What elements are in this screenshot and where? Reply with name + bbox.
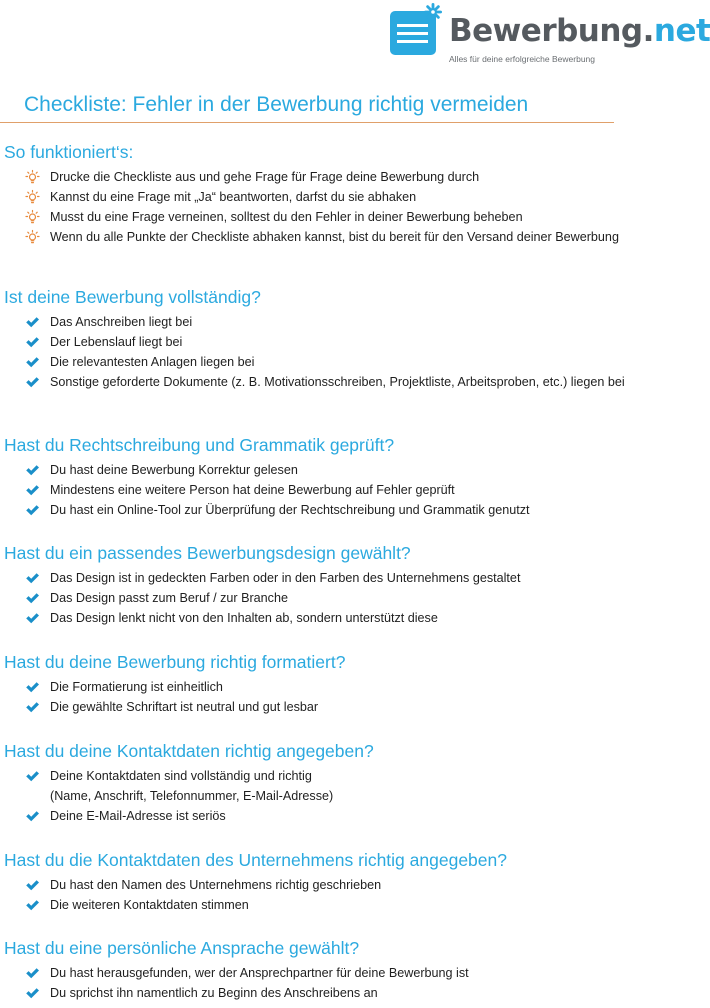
checkmark-icon	[25, 591, 40, 605]
section-heading: Hast du die Kontaktdaten des Unternehmens richtig angegeben?	[4, 850, 507, 870]
section-heading: Hast du ein passendes Bewerbungsdesign gewählt?	[4, 543, 411, 563]
checklist-item	[0, 352, 697, 372]
checkmark-icon	[25, 503, 40, 517]
checklist-item-text: Die gewählte Schriftart ist neutral und gut lesbar	[50, 700, 319, 714]
checkmark-icon	[25, 878, 40, 892]
checklist-items	[0, 766, 697, 826]
checklist-item	[0, 460, 697, 480]
checklist-section	[0, 651, 697, 717]
checklist-item	[0, 167, 697, 187]
checklist-item-text: Das Anschreiben liegt bei	[50, 315, 193, 329]
checklist-item	[0, 983, 697, 1003]
checklist-item	[0, 677, 697, 697]
checkmark-icon	[25, 463, 40, 477]
checklist-item	[0, 697, 697, 717]
checklist-item-text: Musst du eine Frage verneinen, solltest du den Fehler in deiner Bewerbung beheben	[50, 210, 523, 224]
lightbulb-icon	[25, 170, 40, 184]
checkmark-icon	[25, 571, 40, 585]
checklist-items	[0, 460, 697, 520]
checkmark-icon	[25, 680, 40, 694]
checklist-item	[0, 895, 697, 915]
checklist-item	[0, 875, 697, 895]
checklist-item	[0, 227, 697, 247]
checkmark-icon	[25, 611, 40, 625]
checklist-item-text: Drucke die Checkliste aus und gehe Frage für Frage deine Bewerbung durch	[50, 170, 480, 184]
checklist-section	[0, 434, 697, 520]
checklist-item-text: Das Design ist in gedeckten Farben oder in den Farben des Unternehmens gestaltet	[50, 571, 521, 585]
checklist-item	[0, 332, 697, 352]
checkmark-icon	[25, 809, 40, 823]
checklist-item	[0, 608, 697, 628]
checklist-item-text: Der Lebenslauf liegt bei	[50, 335, 183, 349]
checklist-item	[0, 806, 697, 826]
checklist-section	[0, 141, 697, 247]
checklist-items	[0, 568, 697, 628]
checklist-item	[0, 207, 697, 227]
checklist-item-text: Die Formatierung ist einheitlich	[50, 680, 223, 694]
checkmark-icon	[25, 966, 40, 980]
section-heading: Hast du eine persönliche Ansprache gewählt?	[4, 938, 360, 958]
checkmark-icon	[25, 769, 40, 783]
section-heading: So funktioniert‘s:	[4, 142, 134, 162]
checkmark-icon	[25, 315, 40, 329]
checkmark-icon	[25, 700, 40, 714]
page-title: Checkliste: Fehler in der Bewerbung richtig vermeiden	[24, 93, 529, 116]
checklist-item	[0, 480, 697, 500]
checklist-section	[0, 740, 697, 826]
checklist-items	[0, 875, 697, 915]
checklist-item	[0, 963, 697, 983]
section-heading: Hast du deine Bewerbung richtig formatiert?	[4, 652, 346, 672]
checklist-item-text: Deine E-Mail-Adresse ist seriös	[50, 809, 226, 823]
checkmark-icon	[25, 355, 40, 369]
document-logo-icon	[389, 2, 443, 56]
checklist-item-text: Wenn du alle Punkte der Checkliste abhaken kannst, bist du bereit für den Versand deiner Bewerbung	[50, 230, 619, 244]
section-heading: Ist deine Bewerbung vollständig?	[4, 287, 261, 307]
checklist-item-text: Das Design passt zum Beruf / zur Branche	[50, 591, 288, 605]
checklist-item	[0, 568, 697, 588]
checklist-item	[0, 372, 697, 392]
checkmark-icon	[25, 335, 40, 349]
lightbulb-icon	[25, 210, 40, 224]
checklist-item-text: Du hast ein Online-Tool zur Überprüfung der Rechtschreibung und Grammatik genutzt	[50, 503, 530, 517]
checklist-item	[0, 187, 697, 207]
checklist-items	[0, 167, 697, 247]
section-heading: Hast du Rechtschreibung und Grammatik geprüft?	[4, 435, 395, 455]
brand-logo	[389, 2, 710, 64]
brand-wordmark: Bewerbung.net	[449, 13, 710, 49]
checklist-items	[0, 677, 697, 717]
checklist-item	[0, 588, 697, 608]
lightbulb-icon	[25, 230, 40, 244]
checklist-item-text: Mindestens eine weitere Person hat deine Bewerbung auf Fehler geprüft	[50, 483, 455, 497]
checkmark-icon	[25, 375, 40, 389]
lightbulb-icon	[25, 190, 40, 204]
checklist-item-text: Sonstige geforderte Dokumente (z. B. Motivationsschreiben, Projektliste, Arbeitsproben, etc.) liegen bei	[50, 375, 625, 389]
checklist-item-text: Du hast deine Bewerbung Korrektur gelesen	[50, 463, 298, 477]
checklist-item-text: Du hast herausgefunden, wer der Ansprechpartner für deine Bewerbung ist	[50, 966, 469, 980]
checklist-item-text: Du sprichst ihn namentlich zu Beginn des Anschreibens an	[50, 986, 378, 1000]
checkmark-icon	[25, 483, 40, 497]
checkmark-icon	[25, 898, 40, 912]
title-divider	[0, 122, 614, 123]
checklist-section	[0, 286, 697, 392]
checklist-item-text: Die relevantesten Anlagen liegen bei	[50, 355, 255, 369]
checklist-items	[0, 312, 697, 392]
brand-tagline: Alles für deine erfolgreiche Bewerbung	[449, 54, 596, 64]
checklist-section	[0, 937, 697, 1003]
checklist-item-text: Das Design lenkt nicht von den Inhalten ab, sondern unterstützt diese	[50, 611, 438, 625]
checklist-section	[0, 849, 697, 915]
checklist-item	[0, 766, 697, 806]
checklist-item	[0, 312, 697, 332]
checklist-item-text: Deine Kontaktdaten sind vollständig und richtig (Name, Anschrift, Telefonnummer, E-Mail-Adresse)	[50, 769, 334, 803]
checklist-section	[0, 542, 697, 628]
checklist-item	[0, 500, 697, 520]
checklist-item-text: Du hast den Namen des Unternehmens richtig geschrieben	[50, 878, 382, 892]
section-heading: Hast du deine Kontaktdaten richtig angegeben?	[4, 741, 374, 761]
checklist-item-text: Kannst du eine Frage mit „Ja“ beantworten, darfst du sie abhaken	[50, 190, 417, 204]
checkmark-icon	[25, 986, 40, 1000]
checklist-items	[0, 963, 697, 1003]
checklist-item-text: Die weiteren Kontaktdaten stimmen	[50, 898, 249, 912]
